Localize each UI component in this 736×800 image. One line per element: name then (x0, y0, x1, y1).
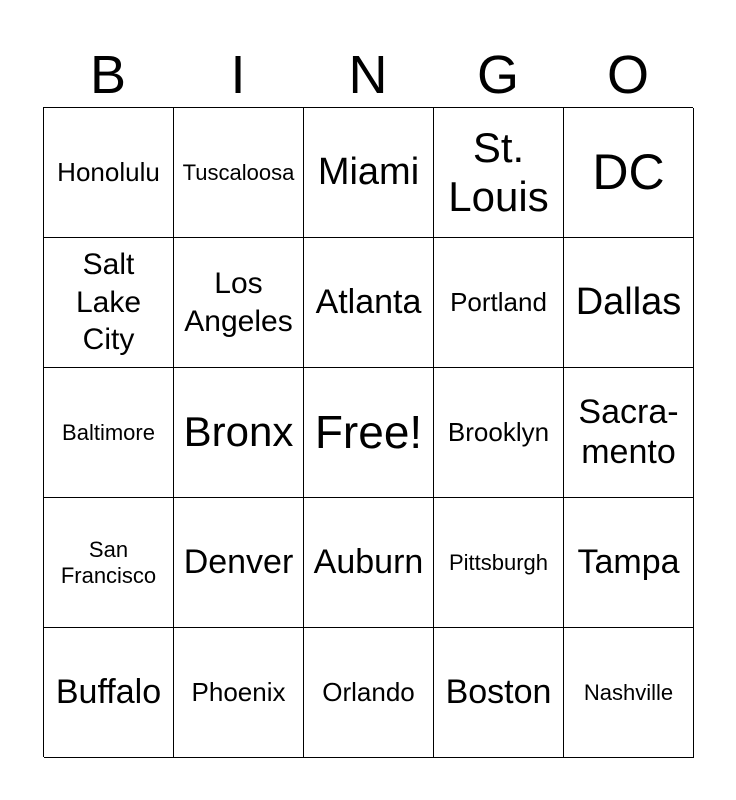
header-letter-o: O (606, 45, 649, 105)
cell-label: Portland (450, 286, 547, 317)
bingo-cell[interactable] (304, 628, 434, 758)
bingo-cell[interactable] (44, 238, 174, 368)
cell-label: Pittsburgh (448, 549, 549, 575)
header-letter-g: G (476, 45, 519, 105)
cell-label: Baltimore (62, 419, 155, 445)
bingo-cell[interactable] (174, 498, 304, 628)
cell-label: Tampa (577, 542, 680, 581)
bingo-cell[interactable] (174, 238, 304, 368)
cell-label: Dallas (575, 280, 682, 323)
bingo-cell[interactable] (434, 368, 564, 498)
header-letter-n: N (348, 45, 388, 105)
cell-label: Buffalo (55, 672, 162, 711)
cell-label: Honolulu (57, 156, 160, 187)
bingo-cell[interactable] (174, 108, 304, 238)
cell-label: Miami (317, 150, 420, 193)
cell-label: Orlando (322, 676, 415, 707)
cell-label: Atlanta (315, 282, 422, 321)
bingo-cell[interactable] (564, 238, 694, 368)
bingo-cell[interactable] (44, 628, 174, 758)
bingo-cell[interactable] (304, 108, 434, 238)
bingo-cell[interactable] (44, 498, 174, 628)
header-letter-i: I (230, 45, 246, 105)
bingo-cell[interactable] (434, 238, 564, 368)
bingo-cell[interactable] (44, 108, 174, 238)
cell-label: Denver (183, 542, 294, 581)
cell-label: Auburn (313, 542, 424, 581)
bingo-board (43, 107, 693, 757)
bingo-cell[interactable] (304, 238, 434, 368)
cell-label: San Francisco (60, 537, 157, 588)
bingo-cell[interactable] (564, 498, 694, 628)
cell-label: St. Louis (448, 124, 549, 220)
free-space-cell[interactable] (304, 368, 434, 498)
cell-label: Boston (445, 672, 552, 711)
cell-label: Phoenix (191, 676, 286, 707)
bingo-cell[interactable] (174, 368, 304, 498)
bingo-cell[interactable] (564, 628, 694, 758)
cell-label: Bronx (183, 408, 294, 456)
cell-label: Sacra- mento (578, 393, 679, 471)
cell-label: Los Angeles (184, 267, 293, 338)
bingo-cell[interactable] (564, 368, 694, 498)
header-letter-b: B (89, 45, 127, 105)
bingo-header (43, 44, 693, 106)
cell-label: Brooklyn (447, 416, 550, 447)
cell-label: Tuscaloosa (182, 159, 295, 185)
cell-label: DC (592, 143, 665, 200)
bingo-cell[interactable] (44, 368, 174, 498)
cell-label: Nashville (583, 679, 674, 705)
bingo-cell[interactable] (304, 498, 434, 628)
cell-label: Free! (314, 406, 423, 459)
bingo-cell[interactable] (174, 628, 304, 758)
bingo-cell[interactable] (564, 108, 694, 238)
bingo-cell[interactable] (434, 108, 564, 238)
cell-label: Salt Lake City (75, 248, 142, 357)
bingo-cell[interactable] (434, 498, 564, 628)
bingo-cell[interactable] (434, 628, 564, 758)
